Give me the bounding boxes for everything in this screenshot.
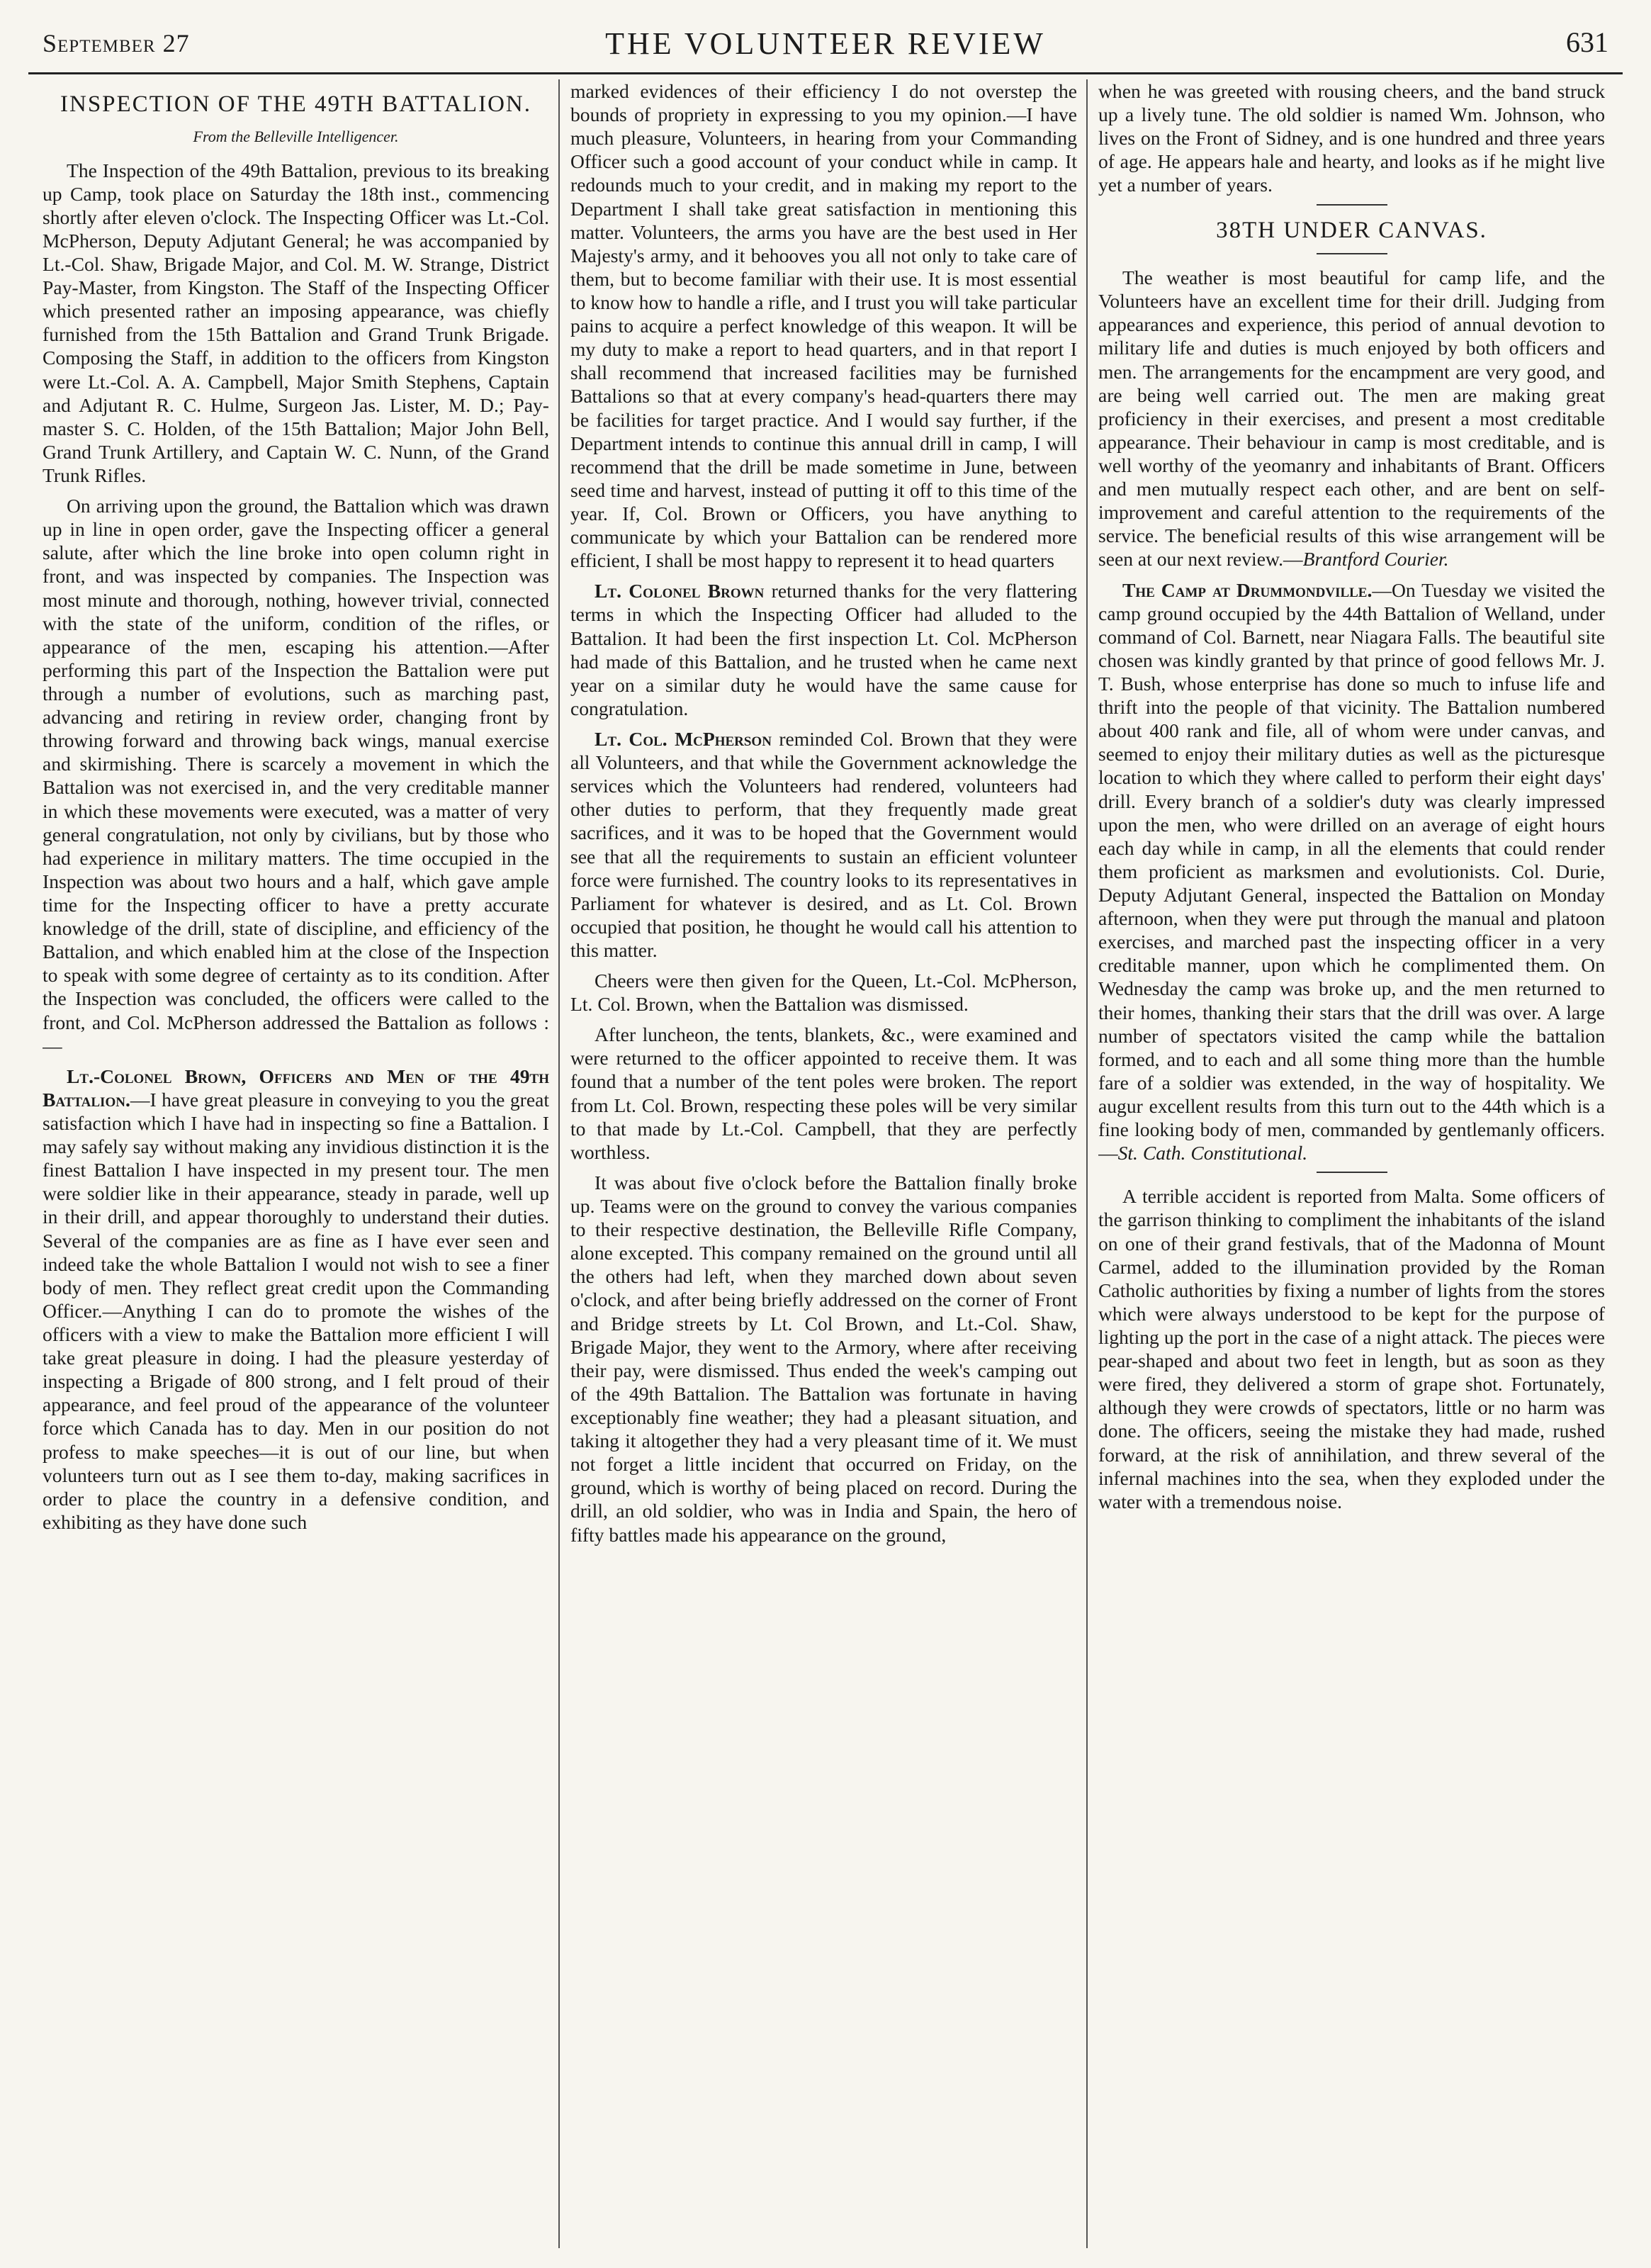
column-2 [570,79,1077,2248]
paragraph: when he was greeted with rousing cheers, and the band struck up a lively tune. The old soldier is named Wm. Johnson, who lives on the Front of Sidney, and is one hundred and three years of age. He appears hale and hearty, and looks as if he might live yet a number of years. [1098,80,1605,196]
section-divider [1317,204,1387,206]
paragraph-text: reminded Col. Brown that they were all Volunteers, and that while the Government acknowledge the services which the Volunteers had rendered, volunteers had other duties to perform, that they frequently made great sacrifices, and it was to be hoped that the Government would see that all the requirements to sustain an efficient volunteer force were furnished. The country looks to its representatives in Parliament for whatever is desired, and as Lt. Col. Brown occupied that position, he thought he would call his attention to this matter. [570,727,1077,961]
paragraph: On arriving upon the ground, the Battalion which was drawn up in line in open order, gave the Inspecting officer a general salute, after which the line broke into open column right in front, and was inspected by companies. The Inspection was most minute and thorough, nothing, however trivial, connected with the state of the uniform, condition of the rifles, or appearance of the men, escaping his attention.—After performing this part of the Inspection the Battalion were put through a number of evolutions, such as marching past, advancing and retiring in review order, changing front by throwing forward and throwing back wings, manual exercise and skirmishing. There is scarcely a movement in which the Battalion was not exercised in, and the very creditable manner in which these movements were executed, was a matter of very general congratulation, not only by civilians, but by those who had experience in military matters. The time occupied in the Inspection was about two hours and a half, which gave ample time for the Inspecting officer to have a pretty accurate knowledge of the drill, state of discipline, and efficiency of the Battalion, and which enabled him at the close of the Inspection to speak with some degree of certainty as to its condition. After the Inspection was concluded, the officers were called to the front, and Col. McPherson addressed the Battalion as follows :— [43,495,549,1057]
article-source: From the Belleville Intelligencer. [193,127,399,145]
page-number: 631 [1566,26,1608,58]
column-rule [558,79,560,2248]
paragraph-text: The weather is most beautiful for camp life, and the Volunteers have an excellent time for their drill. Judging from appearances and experience, this period of annual devotion to military life and duties is much enjoyed by both officers and men. The arrangements for the encampment are very good, and are being well carried out. The men are making great proficiency in their exercises, and present a most creditable appearance. Their behaviour in camp is most creditable, and is well worthy of the yeomanry and inhabitants of Brant. Officers and men mutually respect each other, and are bent on self-improvement and careful attention to the requirements of the service. The beneficial results of this wise arrangement will be seen at our next review.— [1098,266,1605,571]
paragraph [43,1065,549,1534]
speaker-name: Lt. Colonel Brown [595,580,765,602]
paragraph [570,727,1077,962]
publication-title: THE VOLUNTEER REVIEW [605,26,1046,61]
column-3 [1098,79,1605,2248]
section-divider [1317,253,1387,254]
source-credit: St. Cath. Constitutional. [1117,1142,1308,1164]
speech-text: —I have great pleasure in conveying to you the great satisfaction which I have had in inspecting so fine a Battalion. I may safely say without making any invidious distinction it is the finest Battalion I have inspected in my present tour. The men were soldier like in their appearance, steady in parade, well up in their drill, and appear thoroughly to understand their duties. Several of the companies are as fine as I have ever seen and indeed take the whole Battalion I would not wish to see a finer body of men. They reflect great credit upon the Commanding Officer.—Anything I can do to promote the wishes of the officers with a view to make the Battalion more efficient I will take great pleasure in doing. I had the pleasure yesterday of inspecting a Brigade of 800 strong, and I felt proud of their appearance, and feel proud of the appearance of the volunteer force which Canada has to day. Men in our position do not profess to make speeches—it is out of our line, but when volunteers turn out as I see them to-day, making sacrifices in order to place the country in a defensive condition, and exhibiting as they have done such [43,1088,549,1533]
paragraph: A terrible accident is reported from Malta. Some officers of the garrison thinking to compliment the inhabitants of the island on one of their grand festivals, that of the Madonna of Mount Carmel, added to the illumination provided by the Roman Catholic authorities by fixing a number of lights from the stores which were always understood to be kept for the purpose of lighting up the port in the case of a night attack. The pieces were pear-shaped and about two feet in length, but as soon as they were fired, they delivered a storm of grape shot. Fortunately, although they were crowds of spectators, little or no harm was done. The officers, seeing the mistake they had made, rushed forward, at the risk of annihilation, and threw several of the infernal machines into the sea, when they exploded under the water with a tremendous noise. [1098,1185,1605,1512]
paragraph: marked evidences of their efficiency I do not overstep the bounds of propriety in expressing to you my opinion.—I have much pleasure, Volunteers, in hearing from your Commanding Officer such a good account of your conduct while in camp. It redounds much to your credit, and in making my report to the Department I shall take great satisfaction in mentioning this matter. Volunteers, the arms you have are the best used in Her Majesty's army, and it behooves you all not only to take care of them, but to become familiar with their use. It is most essential to know how to handle a rifle, and I trust you will take particular pains to acquire a perfect knowledge of this weapon. It will be my duty to make a report to head quarters, and in that report I shall recommend that increased facilities may be furnished Battalions so that at every company's head-quarters there may be facilities for target practice. And I would say further, if the Department intends to continue this annual drill in camp, I will recommend that the drill be made sometime in June, between seed time and harvest, instead of putting it off to this time of the year. If, Col. Brown or Officers, you have anything to communicate by which your Battalion can be rendered more efficient, I shall be most happy to represent it to head quarters [570,80,1077,572]
paragraph: After luncheon, the tents, blankets, &c., were examined and were returned to the officer appointed to receive them. It was found that a number of the tent poles were broken. The report from Lt. Col. Brown, respecting these poles will be very similar to that made by Lt.-Col. Campbell, that they are perfectly worthless. [570,1023,1077,1163]
speech-lead: Lt.-Colonel Brown, Officers and Men of the 49th Battalion. [43,1065,549,1111]
column-1 [43,79,549,2248]
paragraph: The Inspection of the 49th Battalion, previous to its breaking up Camp, took place on Saturday the 18th inst., commencing shortly after eleven o'clock. The Inspecting Officer was Lt.-Col. McPherson, Deputy Adjutant General; he was accompanied by Lt.-Col. Shaw, Brigade Major, and Col. M. W. Strange, District Pay-Master, from Kingston. The Staff of the Inspecting Officer which presented rather an imposing appearance, was chiefly furnished from the 15th Battalion and Grand Trunk Brigade. Composing the Staff, in addition to the officers from Kingston were Lt.-Col. A. A. Campbell, Major Smith Stephens, Captain and Adjutant R. C. Hulme, Surgeon Jas. Lister, M. D.; Pay-master S. C. Holden, of the 15th Battalion; Major John Bell, Grand Trunk Artillery, and Captain W. C. Nunn, of the Grand Trunk Rifles. [43,159,549,487]
columns [43,79,1608,2248]
paragraph [1098,266,1605,571]
column-rule [1086,79,1088,2248]
paragraph [570,579,1077,720]
article-heading: 38TH UNDER CANVAS. [1216,217,1487,243]
paragraph-text: returned thanks for the very flattering terms in which the Inspecting Officer had alluded to the Battalion. It had been the first inspection Lt. Col. McPherson had made of this Battalion, and he trusted when he came next year on a similar duty he would have the same cause for congratulation. [570,580,1077,719]
speaker-name: Lt. Col. McPherson [595,727,772,750]
article-heading: INSPECTION OF THE 49TH BATTALION. [60,91,531,117]
source-credit: Brantford Courier. [1302,548,1449,571]
paragraph [1098,578,1605,1165]
issue-date: September 27 [43,29,190,57]
running-head [28,16,1623,74]
paragraph-text: —On Tuesday we visited the camp ground occupied by the 44th Battalion of Welland, under command of Col. Barnett, near Niagara Falls. The beautiful site chosen was kindly granted by that prince of good fellows Mr. J. T. Bush, whose enterprise has done so much to infuse life and thrift into the people of that vicinity. The Battalion numbered about 400 rank and file, all of whom were under canvas, and seemed to enjoy their military duties as well as the picturesque location to which they where called to perform their eight days' drill. Every branch of a soldier's duty was clearly impressed upon the men, who were drilled on an average of eight hours each day while in camp, in all the elements that could render them proficient as marksmen and evolutionists. Col. Durie, Deputy Adjutant General, inspected the Battalion on Monday afternoon, when they were put through the manual and platoon exercises, and marched past the inspecting officer in a very creditable manner, upon which he complimented them. On Wednesday the camp was broke up, and the men returned to their homes, thanking their stars that the drill was over. A large number of spectators visited the camp while the battalion formed, and to each and all some thing more than the humble fare of a soldier was extended, in the way of hospitality. We augur excellent results from this turn out to the 44th which is a fine looking body of men, commanded by gentlemanly officers.— [1098,578,1605,1164]
article-lead: The Camp at Drummondville. [1122,578,1373,601]
section-divider [1317,1172,1387,1173]
paragraph: Cheers were then given for the Queen, Lt.-Col. McPherson, Lt. Col. Brown, when the Battalion was dismissed. [570,970,1077,1016]
paragraph: It was about five o'clock before the Battalion finally broke up. Teams were on the ground to convey the various companies to their respective destination, the Belleville Rifle Company, alone excepted. This company remained on the ground until all the others had left, when they marched down about seven o'clock, and after being briefly addressed on the corner of Front and Bridge streets by Lt. Col Brown, and Lt.-Col. Shaw, Brigade Major, they went to the Armory, where after receiving their pay, were dismissed. Thus ended the week's camping out of the 49th Battalion. The Battalion was fortunate in having exceptionably fine weather; they had a pleasant situation, and taking it altogether they had a very pleasant time of it. We must not forget a little incident that occurred on Friday, on the ground, which is worthy of being placed on record. During the drill, an old soldier, who was in India and Spain, the hero of fifty battles made his appearance on the ground, [570,1171,1077,1546]
